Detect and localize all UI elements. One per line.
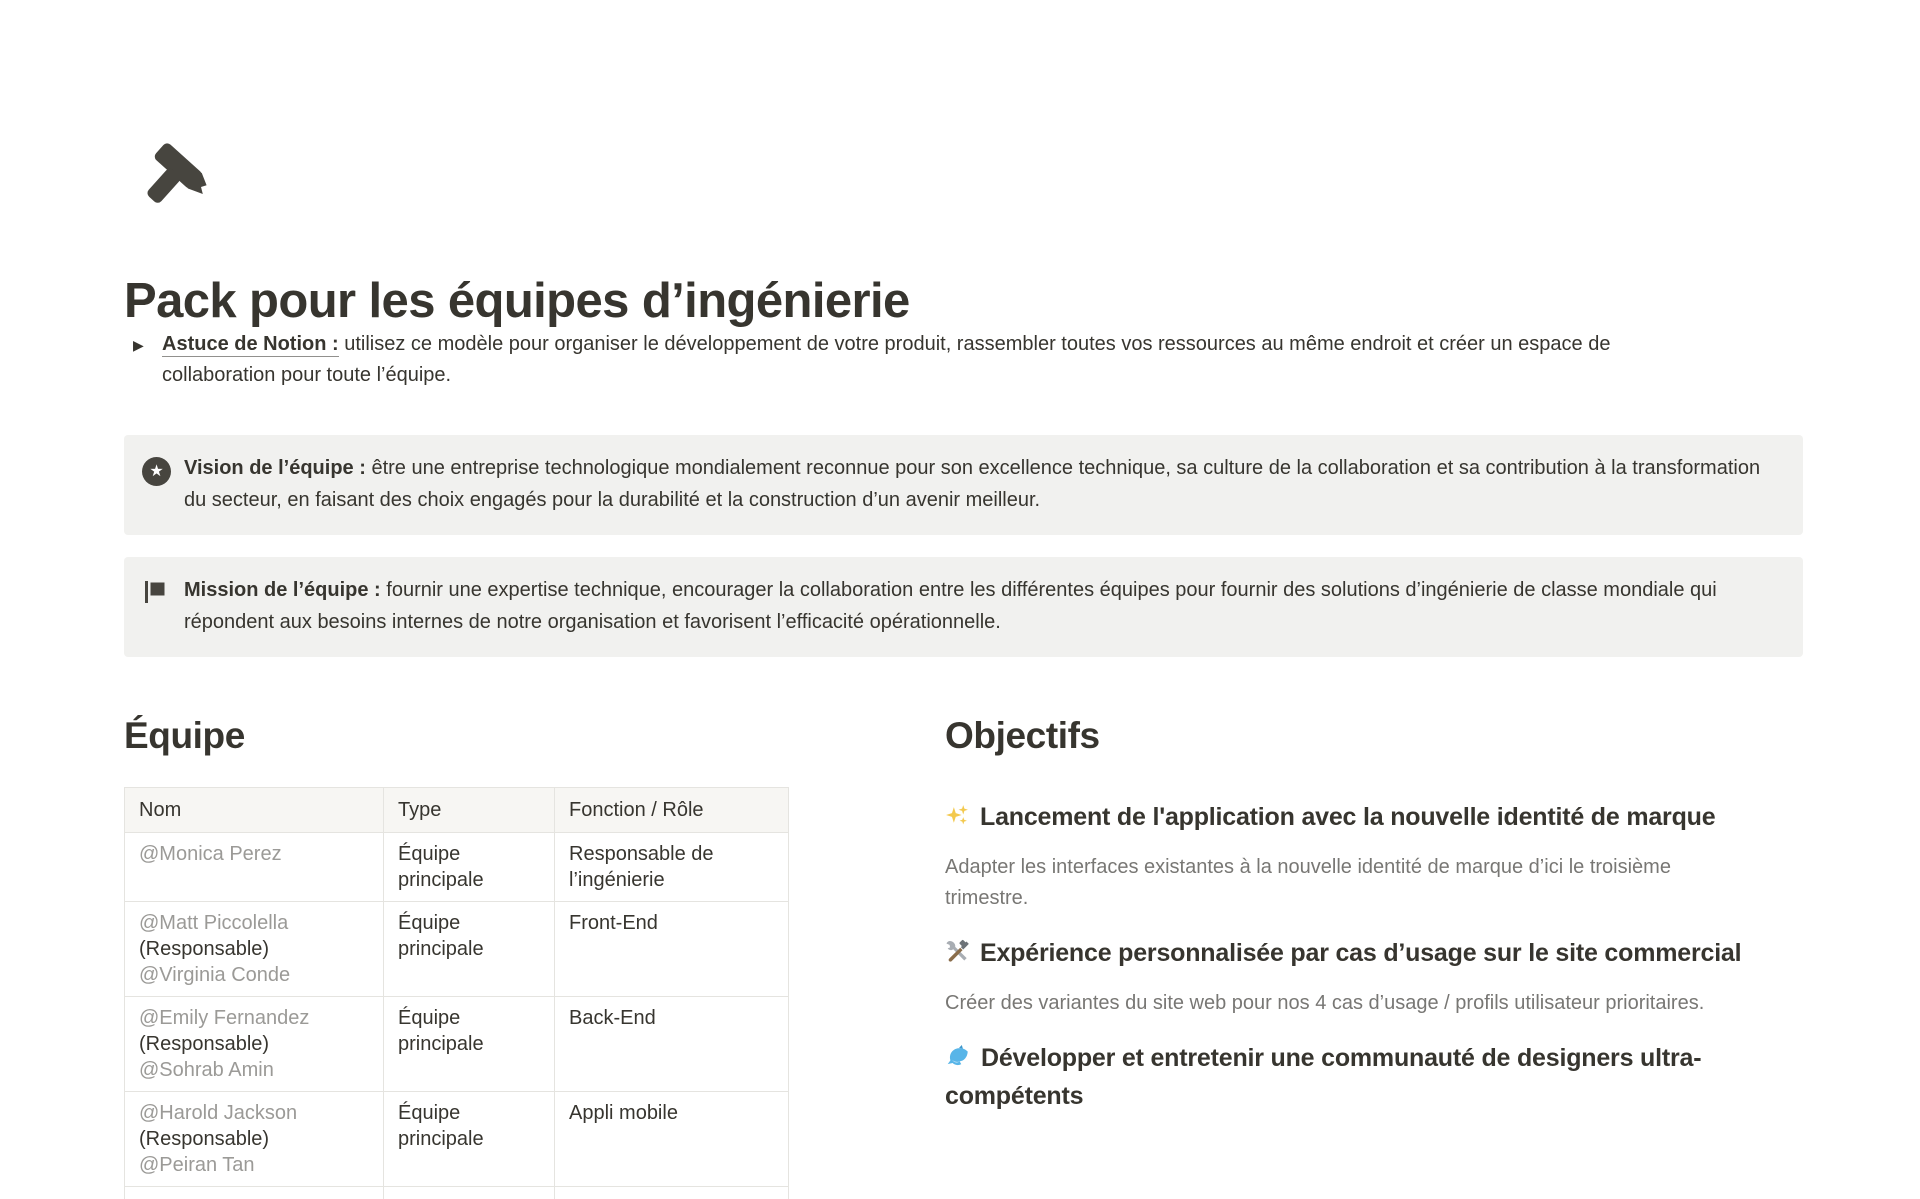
mission-label: Mission de l’équipe :: [184, 579, 381, 601]
user-mention[interactable]: @Harold Jackson: [139, 1102, 298, 1124]
cell-role: Front-End: [555, 902, 789, 997]
objective-item: [945, 936, 1759, 1019]
cell-type: Équipe principale: [384, 1092, 555, 1187]
column-header-role: Fonction / Rôle: [555, 788, 789, 833]
toggle-body: utilisez ce modèle pour organiser le développement de votre produit, rassembler toutes vos ressources au même endroit et créer un espace de collaboration pour toute l’équipe.: [162, 333, 1611, 386]
hammer-icon-svg: [135, 137, 215, 217]
mission-callout-text: [184, 574, 1781, 638]
cell-type: Équipe principale: [384, 997, 555, 1092]
user-mention[interactable]: @Matt Piccolella: [139, 912, 289, 934]
objective-description: Créer des variantes du site web pour nos 4 cas d’usage / profils utilisateur prioritaires.: [945, 992, 1705, 1014]
cell-role: Appli mobile: [555, 1092, 789, 1187]
hammer-icon[interactable]: [135, 137, 215, 217]
mission-callout: [124, 557, 1803, 657]
team-heading: Équipe: [124, 715, 245, 756]
toggle-triangle-icon[interactable]: ▶: [133, 337, 144, 353]
table-row: [125, 1092, 789, 1187]
toggle-label[interactable]: Astuce de Notion :: [162, 333, 339, 355]
hammer-wrench-icon: [945, 939, 970, 974]
cell-type: Équipe principale: [384, 833, 555, 902]
vision-body: être une entreprise technologique mondialement reconnue pour son excellence technique, sa culture de la collaboration et sa contribution à la transformation du secteur, en faisant des choix engagés pour la durabilité et la construction d’un avenir meilleur.: [184, 457, 1761, 511]
objective-item: [945, 1041, 1759, 1114]
mission-body: fournir une expertise technique, encourager la collaboration entre les différentes équipes pour fournir des solutions d’ingénierie de classe mondiale qui répondent aux besoins internes de notre organisation et favorisent l’efficacité opérationnelle.: [184, 579, 1717, 633]
cell-nom: [125, 997, 384, 1092]
objective-title: Expérience personnalisée par cas d’usage sur le site commercial: [945, 936, 1759, 974]
cell-text: (Responsable): [139, 938, 270, 960]
dolphin-icon: [945, 1043, 971, 1079]
cell-nom: [125, 833, 384, 902]
user-mention[interactable]: @Monica Perez: [139, 843, 282, 865]
objectives-heading: Objectifs: [945, 715, 1100, 756]
notion-tip-toggle: [124, 329, 1714, 391]
table-row: [125, 833, 789, 902]
cell-role: Back-End: [555, 997, 789, 1092]
cell-role: Responsable de l’ingénierie: [555, 833, 789, 902]
cell-nom: [125, 1092, 384, 1187]
team-table: [124, 787, 789, 1199]
page-title: Pack pour les équipes d’ingénierie: [124, 273, 910, 328]
user-mention[interactable]: @Emily Fernandez: [139, 1007, 310, 1029]
user-mention[interactable]: @Peiran Tan: [139, 1154, 255, 1176]
user-mention[interactable]: @Sohrab Amin: [139, 1059, 274, 1081]
objective-description: Adapter les interfaces existantes à la nouvelle identité de marque d’ici le troisième trimestre.: [945, 856, 1671, 909]
table-row: [125, 997, 789, 1092]
vision-callout: [124, 435, 1803, 535]
objective-title: Développer et entretenir une communauté de designers ultra-compétents: [945, 1044, 1702, 1110]
column-header-type: Type: [384, 788, 555, 833]
cell-text: (Responsable): [139, 1033, 270, 1055]
star-circle-icon: ★: [142, 457, 172, 486]
table-header-row: [125, 788, 789, 833]
cell-nom: [125, 902, 384, 997]
objectives-list: [945, 800, 1759, 1114]
objectives-column: [945, 714, 1759, 1199]
vision-callout-text: [184, 452, 1781, 516]
objective-item: [945, 800, 1759, 914]
table-row: [125, 1187, 789, 1199]
column-header-nom: Nom: [125, 788, 384, 833]
objective-title: Lancement de l'application avec la nouvelle identité de marque: [945, 800, 1759, 838]
cell-text: (Responsable): [139, 1128, 270, 1150]
user-mention[interactable]: @Virginia Conde: [139, 964, 291, 986]
cell-nom: [125, 1187, 384, 1199]
flag-icon: [142, 579, 172, 610]
table-row: [125, 902, 789, 997]
toggle-text: [162, 329, 1702, 391]
sparkles-icon: [945, 803, 970, 838]
vision-label: Vision de l’équipe :: [184, 457, 366, 479]
team-table-body: [125, 833, 789, 1199]
cell-type: [384, 1187, 555, 1199]
cell-role: [555, 1187, 789, 1199]
columns-section: [124, 714, 1816, 1199]
cell-type: Équipe principale: [384, 902, 555, 997]
team-column: [124, 714, 788, 1199]
